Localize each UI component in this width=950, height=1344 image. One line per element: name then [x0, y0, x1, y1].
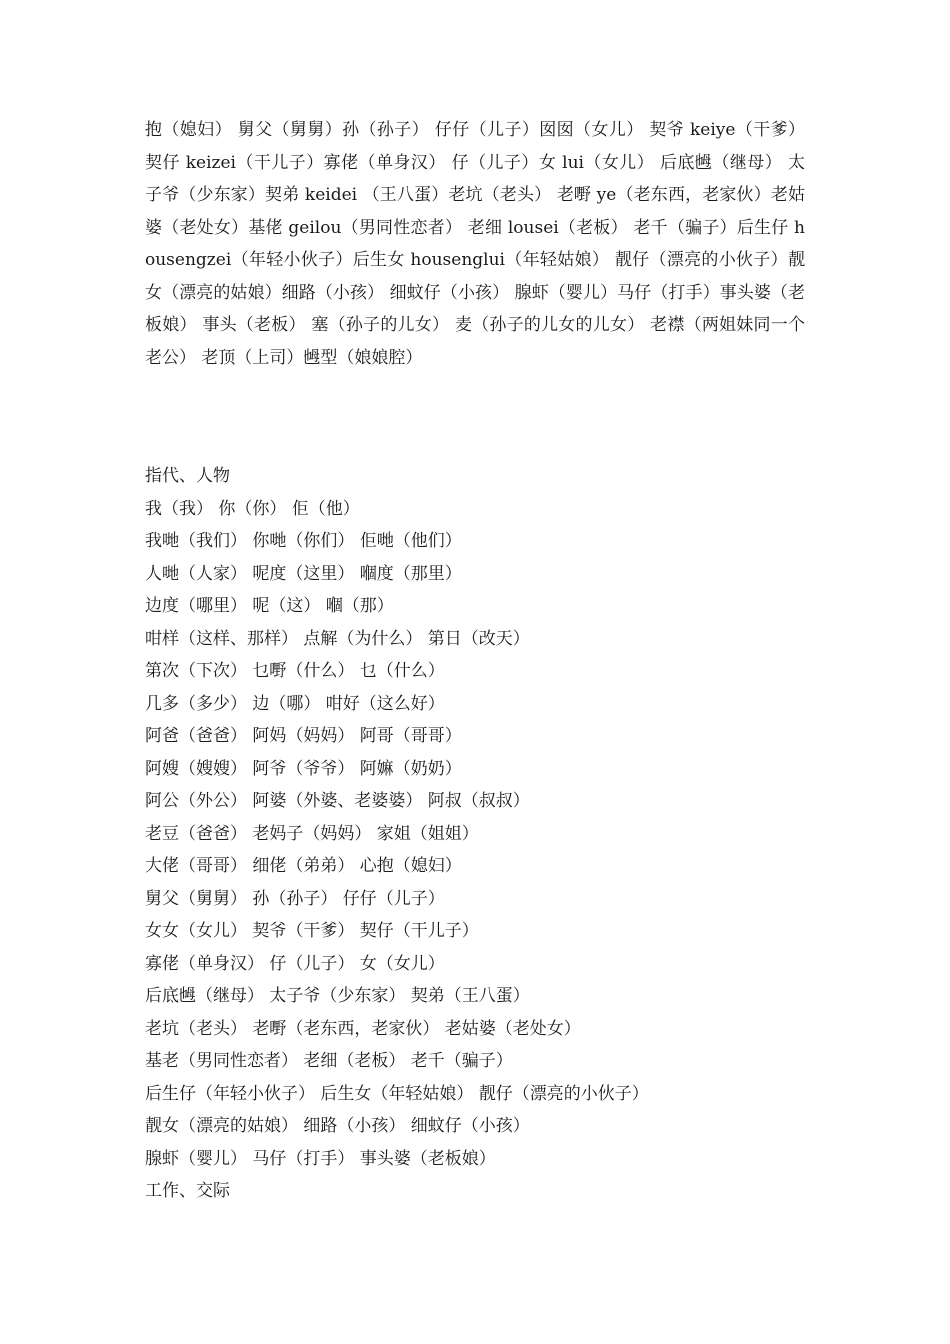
list-line: 老坑（老头） 老嘢（老东西，老家伙） 老姑婆（老处女）	[145, 1018, 581, 1039]
list-line: 腺虾（婴儿） 马仔（打手） 事头婆（老板娘）	[145, 1148, 496, 1169]
list-line: 舅父（舅舅） 孙（孙子） 仔仔（儿子）	[145, 888, 445, 909]
list-line: 边度（哪里） 呢（这） 嗰（那）	[145, 596, 394, 616]
list-line: 第次（下次） 乜嘢（什么） 乜（什么）	[145, 661, 445, 681]
list-line: 我哋（我们） 你哋（你们） 佢哋（他们）	[145, 531, 462, 551]
section-heading-pronouns: 指代、人物	[145, 466, 230, 486]
list-line: 女女（女儿） 契爷（干爹） 契仔（干儿子）	[145, 921, 479, 941]
list-line: 靓女（漂亮的姑娘） 细路（小孩） 细蚊仔（小孩）	[145, 1116, 530, 1136]
section-heading-work: 工作、交际	[145, 1181, 230, 1201]
kinship-terms-paragraph: 抱（媳妇） 舅父（舅舅）孙（孙子） 仔仔（儿子）囡囡（女儿） 契爷 keiye（干爹） 契仔 keizei（干儿子）寡佬（单身汉） 仔（儿子）女 lui（女儿） 后底乸（继母） 太子爷（少东家）契弟 keidei （王八蛋）老坑（老头） 老嘢 ye（老东西，老家伙）老姑婆（老处女）基佬 geilou（男同性恋者） 老细 lousei（老板） 老千（骗子）后生仔 housengzei（年轻小伙子）后生女 housenglui（年轻姑娘） 靓仔（漂亮的小伙子）靓女（漂亮的姑娘）细路（小孩） 细蚊仔（小孩） 腺虾（婴儿）马仔（打手）事头婆（老板娘） 事头（老板） 塞（孙子的儿女） 麦（孙子的儿女的儿女） 老襟（两姐妹同一个老公） 老顶（上司）乸型（娘娘腔）	[145, 120, 805, 368]
list-line: 人哋（人家） 呢度（这里） 嗰度（那里）	[145, 563, 462, 584]
list-line: 基老（男同性恋者） 老细（老板） 老千（骗子）	[145, 1051, 513, 1071]
list-line: 老豆（爸爸） 老妈子（妈妈） 家姐（姐姐）	[145, 823, 479, 844]
list-line: 阿公（外公） 阿婆（外婆、老婆婆） 阿叔（叔叔）	[145, 791, 530, 811]
list-line: 后底乸（继母） 太子爷（少东家） 契弟（王八蛋）	[145, 986, 530, 1006]
list-line: 寡佬（单身汉） 仔（儿子） 女（女儿）	[145, 953, 445, 974]
list-line: 阿嫂（嫂嫂） 阿爷（爷爷） 阿嫲（奶奶）	[145, 758, 462, 779]
list-line: 几多（多少） 边（哪） 咁好（这么好）	[145, 693, 445, 714]
list-line: 阿爸（爸爸） 阿妈（妈妈） 阿哥（哥哥）	[145, 726, 462, 746]
list-line: 后生仔（年轻小伙子） 后生女（年轻姑娘） 靓仔（漂亮的小伙子）	[145, 1083, 649, 1104]
pronouns-people-section	[145, 460, 805, 1208]
list-line: 咁样（这样、那样） 点解（为什么） 第日（改天）	[145, 628, 530, 649]
list-line: 大佬（哥哥） 细佬（弟弟） 心抱（媳妇）	[145, 856, 462, 876]
list-line: 我（我） 你（你） 佢（他）	[145, 498, 360, 519]
